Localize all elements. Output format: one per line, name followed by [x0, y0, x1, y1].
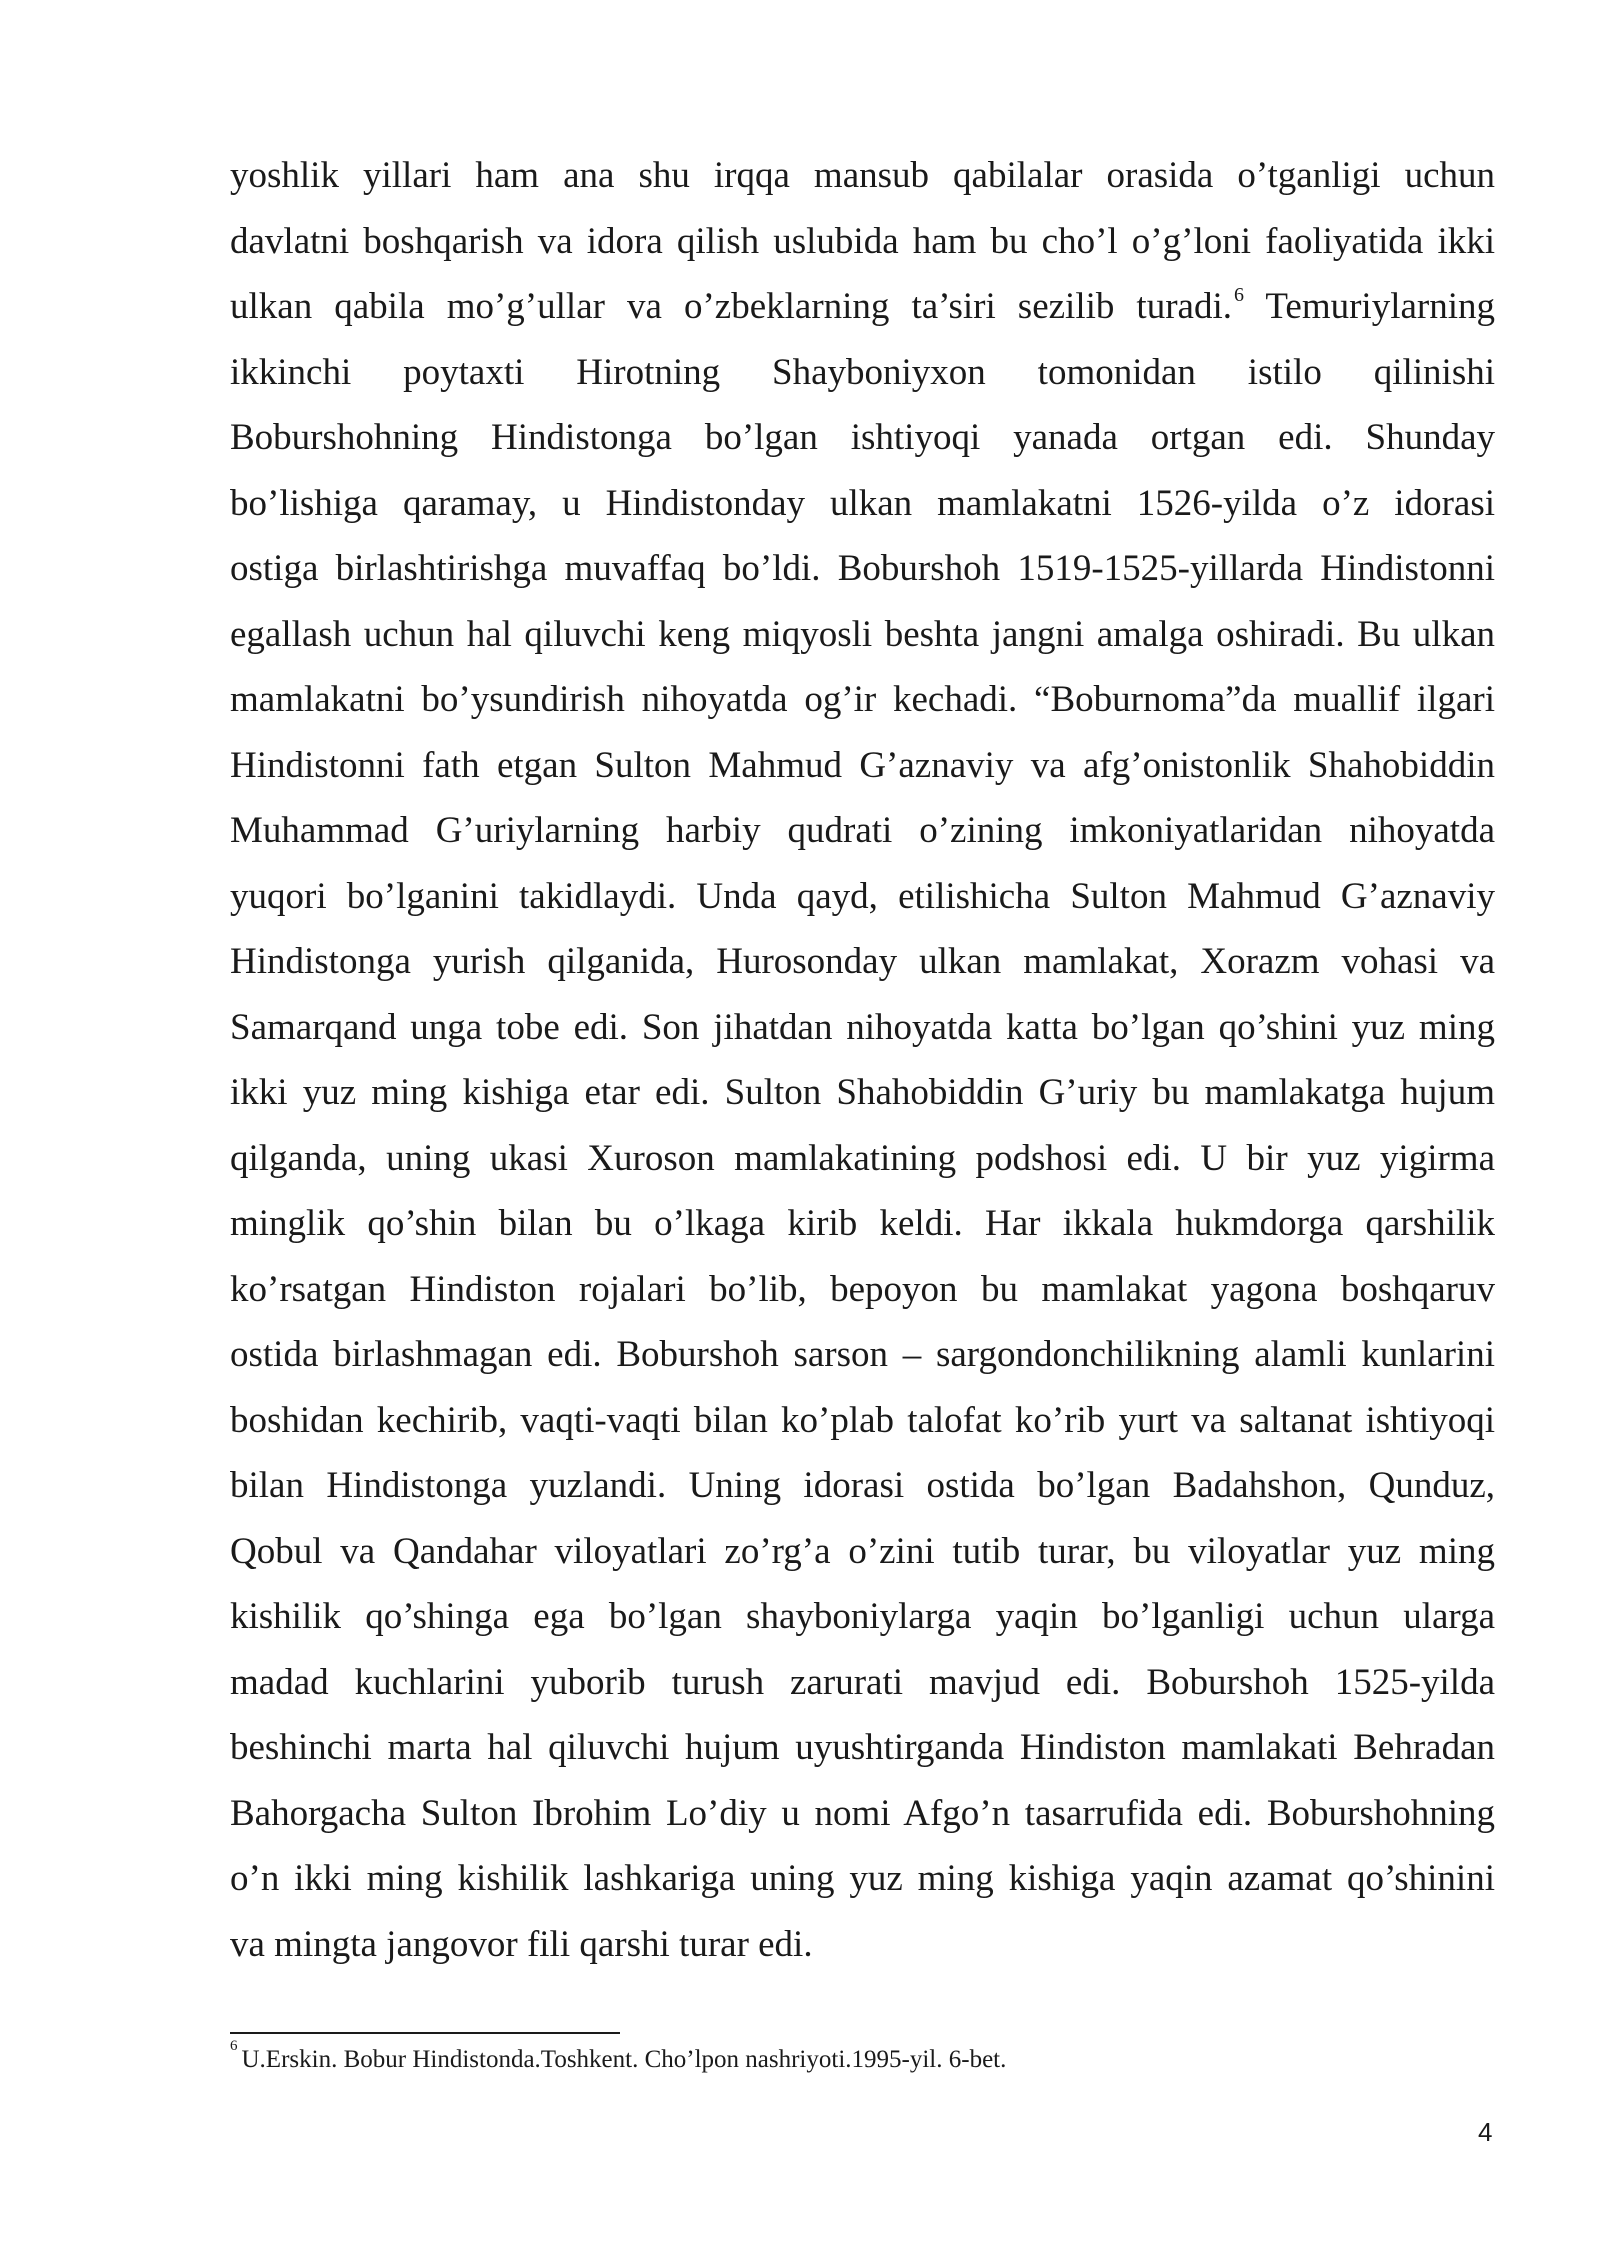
text-line-26: Bahorgacha Sulton Ibrohim Lo’diy u nomi Afgo’n tasarrufida edi. Boburshohning [230, 1792, 1495, 1834]
text-line-1: yoshlik yillari ham ana shu irqqa mansub qabilalar orasida o’tganligi uchun [230, 155, 1495, 196]
text-line-3 [230, 274, 1495, 340]
text-line-14: Samarqand unga tobe edi. Son jihatdan nihoyatda katta bo’lgan qo’shini yuz ming [230, 1006, 1495, 1048]
footnote-separator [230, 2032, 620, 2034]
text-line-7: ostiga birlashtirishga muvaffaq bo’ldi. Boburshoh 1519-1525-yillarda Hindistonni [230, 548, 1495, 589]
text-line-20: boshidan kechirib, vaqti-vaqti bilan ko’plab talofat ko’rib yurt va saltanat ishtiyoqi [230, 1399, 1495, 1441]
text-line-25: beshinchi marta hal qiluvchi hujum uyushtirganda Hindiston mamlakati Behradan [230, 1727, 1495, 1768]
text-line-13: Hindistonga yurish qilganida, Hurosonday ulkan mamlakat, Xorazm vohasi va [230, 941, 1495, 982]
text-line-4: ikkinchi poytaxti Hirotning Shayboniyxon tomonidan istilo qilinishi [230, 351, 1495, 393]
body-text [230, 143, 1495, 1977]
text-line-17: minglik qo’shin bilan bu o’lkaga kirib keldi. Har ikkala hukmdorga qarshilik [230, 1203, 1495, 1244]
text-line-12: yuqori bo’lganini takidlaydi. Unda qayd, etilishicha Sulton Mahmud G’aznaviy [230, 875, 1495, 917]
text-line-5: Boburshohning Hindistonga bo’lgan ishtiyoqi yanada ortgan edi. Shunday [230, 417, 1495, 458]
text-line-16: qilganda, uning ukasi Xuroson mamlakatining podshosi edi. U bir yuz yigirma [230, 1137, 1495, 1179]
text-line-27: o’n ikki ming kishilik lashkariga uning yuz ming kishiga yaqin azamat qo’shinini [230, 1858, 1495, 1899]
footnote-text: U.Erskin. Bobur Hindistonda.Toshkent. Cho’lpon nashriyoti.1995-yil. 6-bet. [241, 2046, 1007, 2073]
text-line-24: madad kuchlarini yuborib turush zarurati mavjud edi. Boburshoh 1525-yilda [230, 1661, 1495, 1703]
text-line-11: Muhammad G’uriylarning harbiy qudrati o’zining imkoniyatlaridan nihoyatda [230, 810, 1495, 851]
footnote [230, 2037, 1007, 2074]
text-line-19: ostida birlashmagan edi. Boburshoh sarson – sargondonchilikning alamli kunlarini [230, 1334, 1495, 1375]
text-line-10: Hindistonni fath etgan Sulton Mahmud G’aznaviy va afg’onistonlik Shahobiddin [230, 744, 1495, 786]
text-line-9: mamlakatni bo’ysundirish nihoyatda og’ir kechadi. “Boburnoma”da muallif ilgari [230, 679, 1495, 720]
text-line-2: davlatni boshqarish va idora qilish uslubida ham bu cho’l o’g’loni faoliyatida ikki [230, 220, 1495, 262]
text-line-6: bo’lishiga qaramay, u Hindistonday ulkan mamlakatni 1526-yilda o’z idorasi [230, 482, 1495, 524]
text-line-8: egallash uchun hal qiluvchi keng miqyosli beshta jangni amalga oshiradi. Bu ulkan [230, 613, 1495, 655]
footnote-marker: 6 [230, 2037, 238, 2054]
text-line-21: bilan Hindistonga yuzlandi. Uning idorasi ostida bo’lgan Badahshon, Qunduz, [230, 1465, 1495, 1506]
text-line-3-after: Temuriylarning [1265, 286, 1495, 327]
text-line-22: Qobul va Qandahar viloyatlari zo’rg’a o’zini tutib turar, bu viloyatlar yuz ming [230, 1530, 1495, 1572]
text-line-23: kishilik qo’shinga ega bo’lgan shayboniylarga yaqin bo’lganligi uchun ularga [230, 1596, 1495, 1637]
text-line-15: ikki yuz ming kishiga etar edi. Sulton Shahobiddin G’uriy bu mamlakatga hujum [230, 1072, 1495, 1113]
page-number: 4 [1478, 2117, 1493, 2147]
text-line-18: ko’rsatgan Hindiston rojalari bo’lib, bepoyon bu mamlakat yagona boshqaruv [230, 1268, 1495, 1310]
text-line-3-before: ulkan qabila mo’g’ullar va o’zbeklarning ta’siri sezilib turadi. [230, 286, 1232, 327]
footnote-reference[interactable]: 6 [1233, 283, 1244, 306]
text-line-28: va mingta jangovor fili qarshi turar edi. [230, 1923, 813, 1965]
